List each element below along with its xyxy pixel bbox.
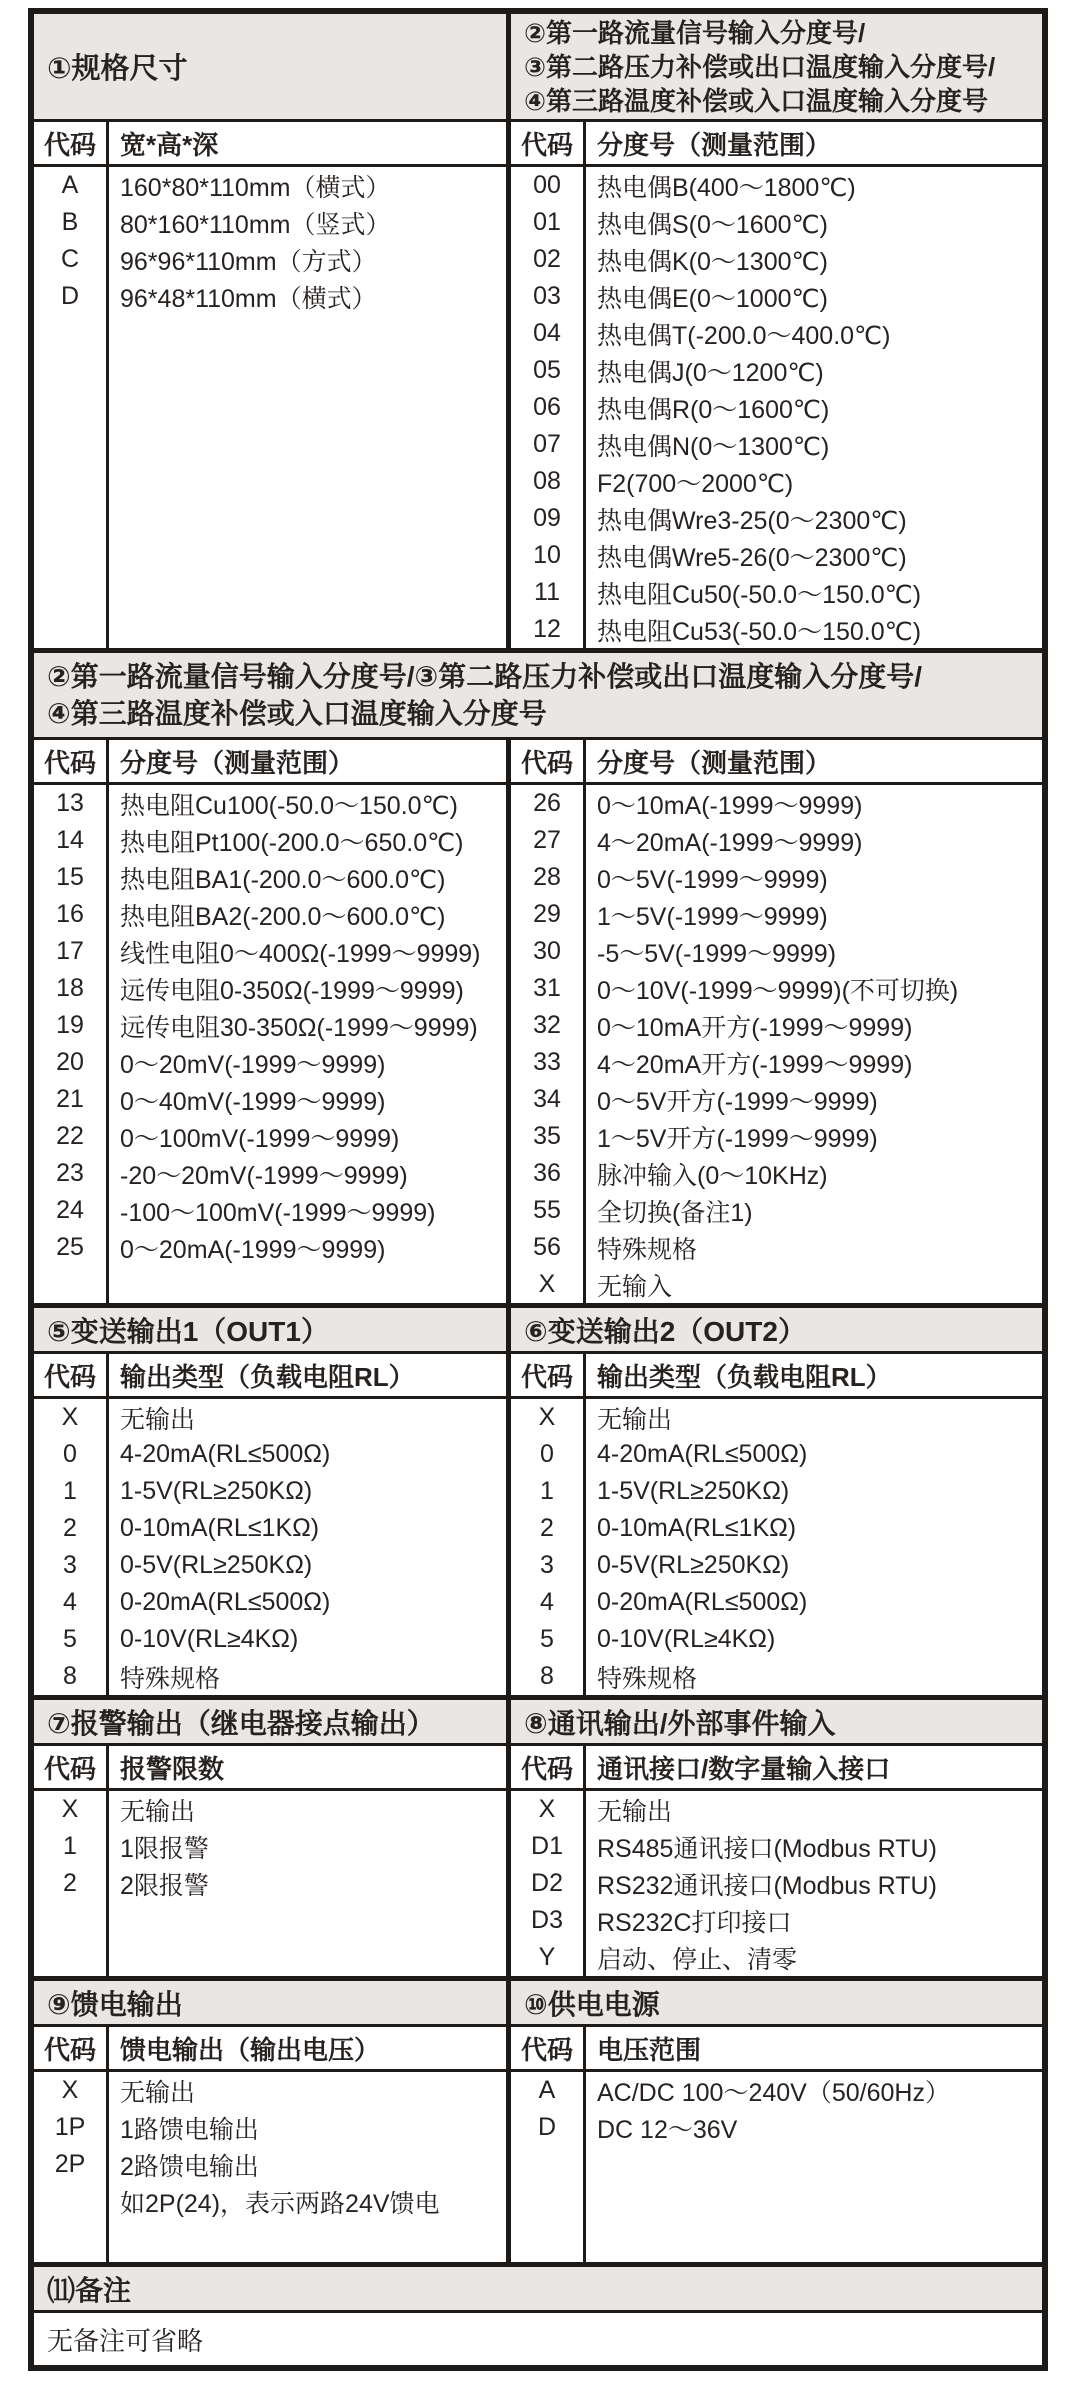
col-label-header: 分度号（测量范围） — [120, 747, 355, 778]
row-code: 09 — [533, 504, 561, 532]
col-label-header: 通讯接口/数字量输入接口 — [597, 1753, 891, 1784]
row-code: 08 — [533, 467, 561, 495]
code-column — [34, 1791, 109, 1976]
row-label: AC/DC 100～240V（50/60Hz） — [597, 2078, 950, 2107]
row-label: 0～10mA开方(-1999～9999) — [597, 1013, 913, 1042]
row-code: 2 — [540, 1514, 554, 1542]
title-line: ②第一路流量信号输入分度号/ — [524, 17, 866, 48]
col-label-header: 电压范围 — [597, 2034, 702, 2065]
row-label: 远传电阻30-350Ω(-1999～9999) — [120, 1013, 478, 1042]
row-label: 0-20mA(RL≤500Ω) — [120, 1588, 331, 1616]
section-size-and-input — [34, 14, 1042, 648]
row-code: 25 — [56, 1233, 84, 1261]
title-text: ①规格尺寸 — [47, 53, 188, 85]
row-code: 32 — [533, 1011, 561, 1039]
row-label: 无输出 — [120, 1405, 196, 1434]
row-code: 2 — [63, 1514, 77, 1542]
row-code: 36 — [533, 1159, 561, 1187]
row-code: X — [538, 1795, 556, 1823]
col-label-header: 分度号（测量范围） — [597, 747, 832, 778]
row-code: 06 — [533, 393, 561, 421]
row-code: X — [61, 1795, 79, 1823]
row-code: 8 — [540, 1662, 554, 1690]
row-code: 17 — [56, 937, 84, 965]
section3-right — [511, 1308, 1042, 1695]
column-header — [511, 1746, 1042, 1791]
column-header — [34, 2027, 506, 2072]
section-input-codes — [34, 740, 1042, 1303]
section5-right — [511, 1981, 1042, 2262]
row-code: 8 — [63, 1662, 77, 1690]
label-column — [109, 785, 506, 1303]
remarks-title — [34, 2267, 1042, 2313]
row-code: 35 — [533, 1122, 561, 1150]
row-code: X — [538, 1403, 556, 1431]
row-code: 34 — [533, 1085, 561, 1113]
label-column — [109, 2072, 506, 2262]
code-column — [511, 785, 586, 1303]
col-code-header: 代码 — [34, 2027, 109, 2069]
code-column — [34, 785, 109, 1303]
row-code: 21 — [56, 1085, 84, 1113]
col-code-header: 代码 — [511, 1354, 586, 1396]
out2-title — [511, 1308, 1042, 1354]
row-code: 01 — [533, 208, 561, 236]
table-body — [511, 2072, 1042, 2262]
row-label: RS232通讯接口(Modbus RTU) — [597, 1871, 937, 1900]
section3-left — [34, 1308, 511, 1695]
row-code: 29 — [533, 900, 561, 928]
row-label: 热电偶R(0～1600℃) — [597, 395, 830, 424]
row-code: 00 — [533, 171, 561, 199]
spec-order-table — [28, 8, 1048, 2371]
row-label: 热电偶K(0～1300℃) — [597, 247, 828, 276]
row-label: 0-10mA(RL≤1KΩ) — [597, 1514, 797, 1542]
row-label: 2限报警 — [120, 1871, 209, 1900]
table-body — [34, 1791, 506, 1976]
row-label: 热电阻Cu50(-50.0～150.0℃) — [597, 580, 922, 609]
row-code: 22 — [56, 1122, 84, 1150]
row-code: 15 — [56, 863, 84, 891]
code-column — [511, 1399, 586, 1695]
row-label: 热电阻Cu100(-50.0～150.0℃) — [120, 791, 458, 820]
row-label: 0～10mA(-1999～9999) — [597, 791, 863, 820]
col-label-header: 输出类型（负载电阻RL） — [597, 1361, 892, 1392]
row-label: 远传电阻0-350Ω(-1999～9999) — [120, 976, 464, 1005]
column-header — [34, 122, 506, 167]
row-label: 无输入 — [597, 1272, 673, 1301]
row-code: 26 — [533, 789, 561, 817]
col-label-header: 馈电输出（输出电压） — [120, 2034, 381, 2065]
row-label: 热电偶B(400～1800℃) — [597, 173, 856, 202]
row-label: 线性电阻0～400Ω(-1999～9999) — [120, 939, 481, 968]
column-header — [511, 122, 1042, 167]
row-code: 27 — [533, 826, 561, 854]
row-code: 28 — [533, 863, 561, 891]
row-label: 启动、停止、清零 — [597, 1945, 798, 1974]
row-code: 11 — [534, 578, 560, 606]
section2-band-title — [34, 653, 1042, 740]
code-column — [511, 167, 586, 648]
row-label: 特殊规格 — [120, 1664, 221, 1693]
section2-left — [34, 740, 511, 1303]
row-code: Y — [538, 1943, 556, 1971]
row-code: 12 — [533, 615, 561, 643]
row-code: 16 — [56, 900, 84, 928]
row-code: 0 — [63, 1440, 77, 1468]
column-header — [511, 1354, 1042, 1399]
row-label: 1限报警 — [120, 1834, 209, 1863]
table-body — [34, 2072, 506, 2262]
code-column — [34, 2072, 109, 2262]
row-code: 03 — [533, 282, 561, 310]
label-column — [586, 2072, 1042, 2262]
band-line: ②第一路流量信号输入分度号/③第二路压力补偿或出口温度输入分度号/ — [47, 661, 922, 692]
row-code: 24 — [56, 1196, 84, 1224]
row-label: 无输出 — [120, 1797, 196, 1826]
row-code: 3 — [63, 1551, 77, 1579]
row-code: 07 — [533, 430, 561, 458]
section1-left-title — [34, 14, 506, 122]
row-label: 0～40mV(-1999～9999) — [120, 1087, 386, 1116]
label-column — [586, 1791, 1042, 1976]
row-code: 23 — [56, 1159, 84, 1187]
row-label: 0-10mA(RL≤1KΩ) — [120, 1514, 320, 1542]
row-code: 4 — [63, 1588, 77, 1616]
row-code: 1P — [54, 2113, 86, 2141]
row-code: A — [61, 171, 79, 199]
code-column — [511, 2072, 586, 2262]
row-label: 4-20mA(RL≤500Ω) — [120, 1440, 331, 1468]
table-body — [34, 1399, 506, 1695]
row-code: 10 — [533, 541, 561, 569]
column-header — [34, 1354, 506, 1399]
row-label: 热电阻BA2(-200.0～600.0℃) — [120, 902, 446, 931]
row-label: 0～5V(-1999～9999) — [597, 865, 828, 894]
row-label: 特殊规格 — [597, 1235, 698, 1264]
title-text: ⑧通讯输出/外部事件输入 — [524, 1707, 836, 1739]
row-label: 0-10V(RL≥4KΩ) — [597, 1625, 776, 1653]
row-label: 0-10V(RL≥4KΩ) — [120, 1625, 299, 1653]
row-code: 13 — [56, 789, 84, 817]
row-code: 2 — [63, 1869, 77, 1897]
row-label: 1-5V(RL≥250KΩ) — [597, 1477, 790, 1505]
col-code-header: 代码 — [511, 1746, 586, 1788]
title-text: ⑾备注 — [47, 2274, 132, 2306]
row-label: 0-5V(RL≥250KΩ) — [120, 1551, 313, 1579]
row-label: 0～100mV(-1999～9999) — [120, 1124, 400, 1153]
row-code: X — [61, 2076, 79, 2104]
row-code: 3 — [540, 1551, 554, 1579]
row-code: 1 — [63, 1477, 77, 1505]
row-label: 0～10V(-1999～9999)(不可切换) — [597, 976, 959, 1005]
row-code — [34, 2183, 106, 2220]
table-body — [34, 167, 506, 648]
col-label-header: 报警限数 — [120, 1753, 225, 1784]
col-code-header: 代码 — [34, 740, 109, 782]
col-label-header: 输出类型（负载电阻RL） — [120, 1361, 415, 1392]
row-label: DC 12～36V — [597, 2115, 738, 2144]
row-code: 2P — [54, 2150, 86, 2178]
column-header — [34, 1746, 506, 1791]
section2-right — [511, 740, 1042, 1303]
table-body — [511, 167, 1042, 648]
col-code-header: 代码 — [34, 1354, 109, 1396]
label-column — [586, 167, 1042, 648]
section-feed-and-power — [34, 1981, 1042, 2262]
row-code: 31 — [533, 974, 561, 1002]
row-code: D3 — [531, 1906, 563, 1934]
section4-left — [34, 1700, 511, 1976]
row-code: C — [60, 245, 80, 273]
row-label: 1路馈电输出 — [120, 2115, 259, 2144]
col-label-header: 分度号（测量范围） — [597, 129, 832, 160]
row-code: X — [538, 1270, 556, 1298]
row-code: 0 — [540, 1440, 554, 1468]
row-label: 0～5V开方(-1999～9999) — [597, 1087, 878, 1116]
column-header — [511, 2027, 1042, 2072]
row-code: 18 — [56, 974, 84, 1002]
column-header — [511, 740, 1042, 785]
col-code-header: 代码 — [511, 122, 586, 164]
row-code: 5 — [63, 1625, 77, 1653]
remarks-note: 无备注可省略 — [47, 2325, 204, 2356]
row-code: D — [537, 2113, 557, 2141]
row-label: 4-20mA(RL≤500Ω) — [597, 1440, 808, 1468]
row-label: 4～20mA开方(-1999～9999) — [597, 1050, 913, 1079]
row-code: A — [538, 2076, 556, 2104]
table-body — [34, 785, 506, 1303]
row-label: 热电偶J(0～1200℃) — [597, 358, 824, 387]
row-label: 1～5V(-1999～9999) — [597, 902, 828, 931]
label-column — [586, 785, 1042, 1303]
section-transmit-outputs — [34, 1308, 1042, 1695]
section1-right-title — [511, 14, 1042, 122]
code-column — [34, 1399, 109, 1695]
label-column — [586, 1399, 1042, 1695]
title-text: ⑥变送输出2（OUT2） — [524, 1315, 806, 1347]
label-column — [109, 1791, 506, 1976]
title-text: ⑩供电电源 — [524, 1988, 660, 2020]
row-code: 20 — [56, 1048, 84, 1076]
row-code: 19 — [56, 1011, 84, 1039]
row-code: D2 — [531, 1869, 563, 1897]
table-body — [511, 1399, 1042, 1695]
title-line: ③第二路压力补偿或出口温度输入分度号/ — [524, 51, 996, 82]
row-label: RS232C打印接口 — [597, 1908, 792, 1937]
code-column — [511, 1791, 586, 1976]
row-label: 脉冲输入(0～10KHz) — [597, 1161, 828, 1190]
row-code: X — [61, 1403, 79, 1431]
row-code: 4 — [540, 1588, 554, 1616]
section4-right — [511, 1700, 1042, 1976]
row-label: -20～20mV(-1999～9999) — [120, 1161, 408, 1190]
title-text: ⑨馈电输出 — [47, 1988, 183, 2020]
table-body — [511, 785, 1042, 1303]
row-label: 2路馈电输出 — [120, 2152, 259, 2181]
row-label: 如2P(24)，表示两路24V馈电 — [120, 2189, 440, 2218]
row-label: 热电偶E(0～1000℃) — [597, 284, 828, 313]
row-label: RS485通讯接口(Modbus RTU) — [597, 1834, 937, 1863]
row-label: 160*80*110mm（横式） — [120, 173, 391, 202]
row-label: -5～5V(-1999～9999) — [597, 939, 837, 968]
row-label: 无输出 — [597, 1405, 673, 1434]
row-label: 特殊规格 — [597, 1664, 698, 1693]
out1-title — [34, 1308, 506, 1354]
row-label: 0～20mA(-1999～9999) — [120, 1235, 386, 1264]
row-code: 02 — [533, 245, 561, 273]
power-supply-title — [511, 1981, 1042, 2027]
row-code: 1 — [63, 1832, 77, 1860]
row-label: 80*160*110mm（竖式） — [120, 210, 391, 239]
row-code: D1 — [531, 1832, 563, 1860]
title-text: ⑦报警输出（继电器接点输出） — [47, 1707, 435, 1739]
row-label: 1～5V开方(-1999～9999) — [597, 1124, 878, 1153]
title-text: ⑤变送输出1（OUT1） — [47, 1315, 329, 1347]
feed-output-title — [34, 1981, 506, 2027]
row-label: 无输出 — [597, 1797, 673, 1826]
title-line: ④第三路温度补偿或入口温度输入分度号 — [524, 85, 989, 116]
col-code-header: 代码 — [34, 122, 109, 164]
row-label: 热电偶S(0～1600℃) — [597, 210, 828, 239]
row-label: 热电偶Wre5-26(0～2300℃) — [597, 543, 907, 572]
row-label: 热电偶T(-200.0～400.0℃) — [597, 321, 891, 350]
label-column — [109, 167, 506, 648]
row-label: 0-20mA(RL≤500Ω) — [597, 1588, 808, 1616]
row-code: 05 — [533, 356, 561, 384]
row-code: 04 — [533, 319, 561, 347]
row-label: 1-5V(RL≥250KΩ) — [120, 1477, 313, 1505]
col-label-header: 宽*高*深 — [120, 129, 219, 160]
table-body — [511, 1791, 1042, 1976]
row-label: 0-5V(RL≥250KΩ) — [597, 1551, 790, 1579]
row-label: 96*96*110mm（方式） — [120, 247, 377, 276]
alarm-title — [34, 1700, 506, 1746]
row-code: 33 — [533, 1048, 561, 1076]
row-code: 55 — [533, 1196, 561, 1224]
band-line: ④第三路温度补偿或入口温度输入分度号 — [47, 698, 547, 729]
row-label: 热电偶Wre3-25(0～2300℃) — [597, 506, 907, 535]
section-alarm-and-comm — [34, 1700, 1042, 1976]
label-column — [109, 1399, 506, 1695]
row-code: 14 — [56, 826, 84, 854]
row-code: 30 — [533, 937, 561, 965]
row-label: 热电偶N(0～1300℃) — [597, 432, 830, 461]
section5-left — [34, 1981, 511, 2262]
row-label: 全切换(备注1) — [597, 1198, 753, 1227]
section1-left — [34, 14, 511, 648]
row-label: 0～20mV(-1999～9999) — [120, 1050, 386, 1079]
section1-right — [511, 14, 1042, 648]
row-code: 5 — [540, 1625, 554, 1653]
code-column — [34, 167, 109, 648]
column-header — [34, 740, 506, 785]
row-label: -100～100mV(-1999～9999) — [120, 1198, 436, 1227]
row-label: 无输出 — [120, 2078, 196, 2107]
row-code: 1 — [540, 1477, 554, 1505]
row-label: 热电阻BA1(-200.0～600.0℃) — [120, 865, 446, 894]
row-label: 热电阻Cu53(-50.0～150.0℃) — [597, 617, 922, 646]
col-code-header: 代码 — [511, 740, 586, 782]
col-code-header: 代码 — [34, 1746, 109, 1788]
row-label: 96*48*110mm（横式） — [120, 284, 377, 313]
row-label: 热电阻Pt100(-200.0～650.0℃) — [120, 828, 464, 857]
comm-title — [511, 1700, 1042, 1746]
col-code-header: 代码 — [511, 2027, 586, 2069]
row-label: 4～20mA(-1999～9999) — [597, 828, 863, 857]
row-label: F2(700～2000℃) — [597, 469, 794, 498]
row-code: D — [60, 282, 80, 310]
row-code: B — [61, 208, 79, 236]
row-code: 56 — [533, 1233, 561, 1261]
